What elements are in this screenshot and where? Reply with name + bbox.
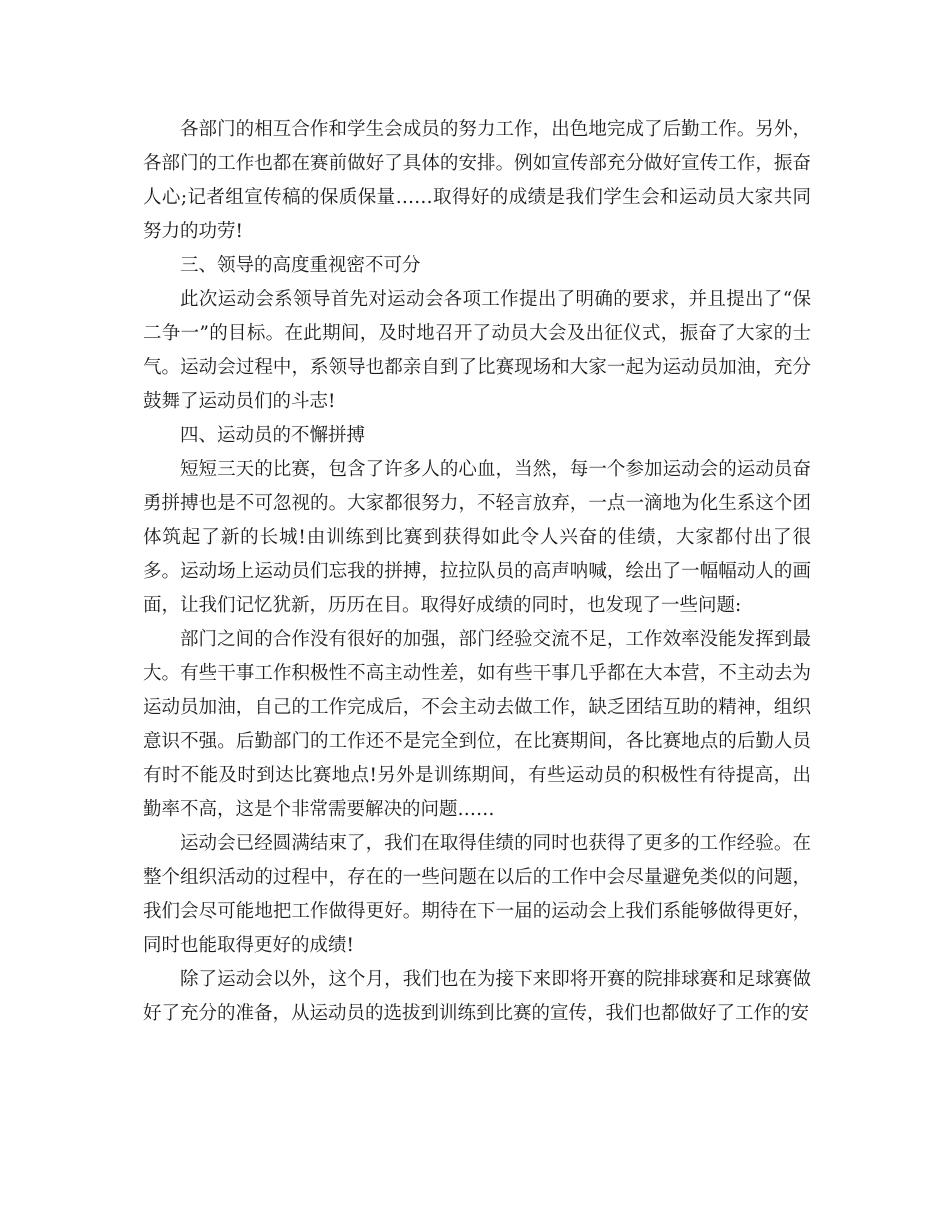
paragraph-athletes: 短短三天的比赛，包含了许多人的心血，当然，每一个参加运动会的运动员奋勇拼搏也是不可忽视的。大家都很努力，不轻言放弃，一点一滴地为化生系这个团体筑起了新的长城!由训练到比赛到获得如此令人兴奋的佳绩，大家都付出了很多。运动场上运动员们忘我的拼搏，拉拉队员的高声呐喊，绘出了一幅幅动人的画面，让我们记忆犹新，历历在目。取得好成绩的同时，也发现了一些问题: <box>143 459 811 616</box>
section-heading-athletes: 四、运动员的不懈拼搏 <box>180 425 366 446</box>
paragraph-upcoming-games: 除了运动会以外，这个月，我们也在为接下来即将开赛的院排球赛和足球赛做好了充分的准备，从运动员的选拔到训练到比赛的宣传，我们也都做好了工作的安 <box>143 969 811 1024</box>
paragraph-conclusion: 运动会已经圆满结束了，我们在取得佳绩的同时也获得了更多的工作经验。在整个组织活动的过程中，存在的一些问题在以后的工作中会尽量避免类似的问题，我们会尽可能地把工作做得更好。期待在下一届的运动会上我们系能够做得更好，同时也能取得更好的成绩! <box>143 833 811 956</box>
paragraph-logistics: 各部门的相互合作和学生会成员的努力工作，出色地完成了后勤工作。另外，各部门的工作也都在赛前做好了具体的安排。例如宣传部充分做好宣传工作，振奋人心;记者组宣传稿的保质保量……取得好的成绩是我们学生会和运动员大家共同努力的功劳! <box>143 119 811 242</box>
document-body <box>143 113 811 1031</box>
paragraph-leadership: 此次运动会系领导首先对运动会各项工作提出了明确的要求，并且提出了“保二争一”的目标。在此期间，及时地召开了动员大会及出征仪式，振奋了大家的士气。运动会过程中，系领导也都亲自到了比赛现场和大家一起为运动员加油，充分鼓舞了运动员们的斗志! <box>143 289 811 412</box>
section-heading-leadership: 三、领导的高度重视密不可分 <box>180 255 421 276</box>
paragraph-problems: 部门之间的合作没有很好的加强，部门经验交流不足，工作效率没能发挥到最大。有些干事工作积极性不高主动性差，如有些干事几乎都在大本营，不主动去为运动员加油，自己的工作完成后，不会主动去做工作，缺乏团结互助的精神，组织意识不强。后勤部门的工作还不是完全到位，在比赛期间，各比赛地点的后勤人员有时不能及时到达比赛地点!另外是训练期间，有些运动员的积极性有待提高，出勤率不高，这是个非常需要解决的问题…… <box>143 629 811 820</box>
